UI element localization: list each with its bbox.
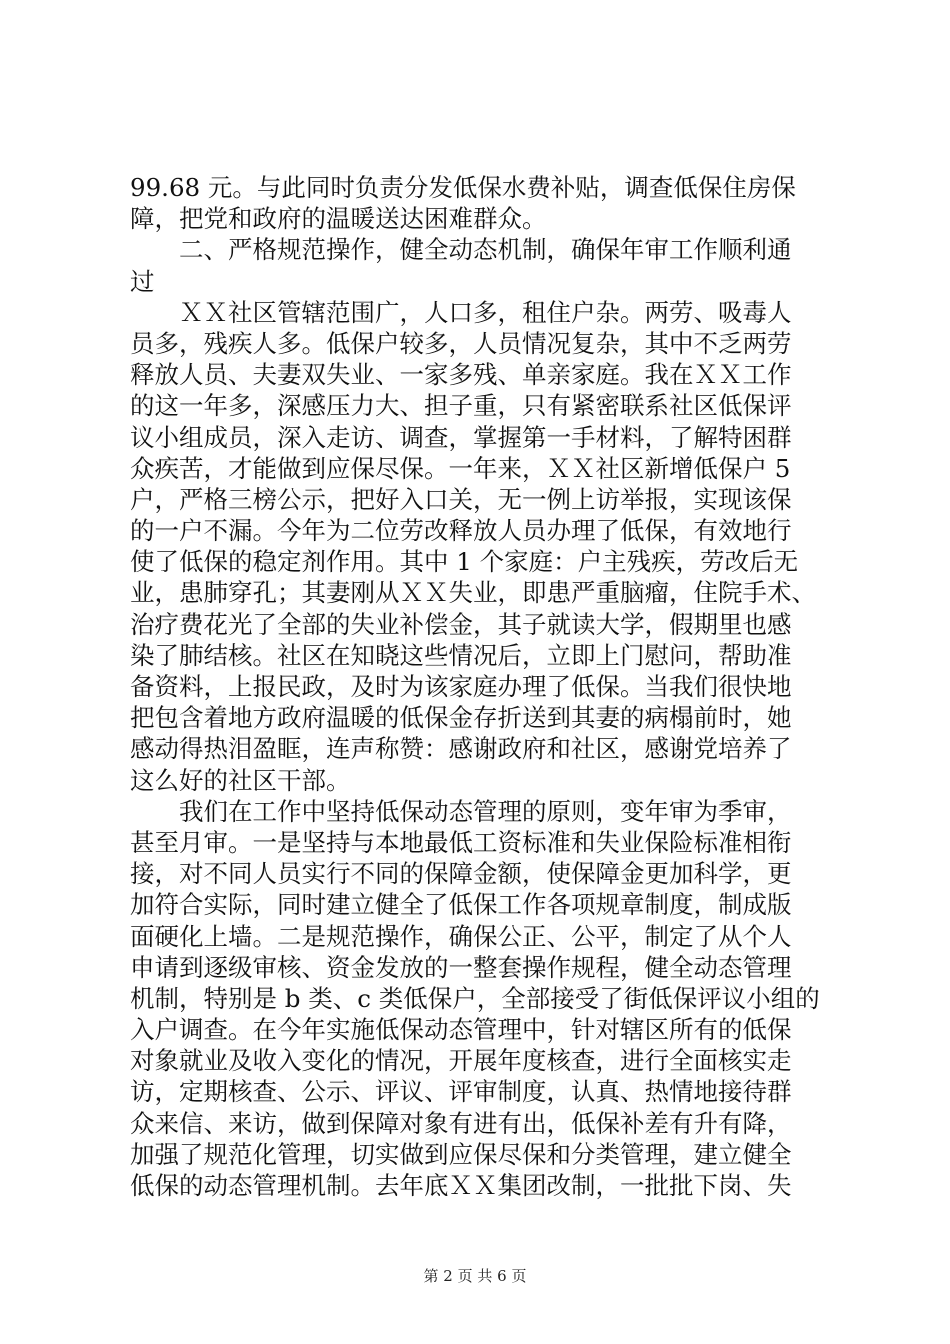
text-line: 甚至月审。一是坚持与本地最低工资标准和失业保险标准相衔 (130, 827, 792, 857)
text-line: 备资料，上报民政，及时为该家庭办理了低保。当我们很快地 (130, 672, 792, 701)
text-line: 把包含着地方政府温暖的低保金存折送到其妻的病榻前时，她 (130, 703, 792, 733)
text-line: 众来信、来访，做到保障对象有进有出，低保补差有升有降， (130, 1108, 792, 1138)
text-line: 的一户不漏。今年为二位劳改释放人员办理了低保，有效地行 (130, 516, 792, 546)
text-line: 户，严格三榜公示，把好入口关，无一例上访举报，实现该保 (130, 484, 792, 514)
text-line: 众疾苦，才能做到应保尽保。一年来，ＸＸ社区新增低保户 5 (130, 453, 791, 483)
text-line: 员多，残疾人多。低保户较多，人员情况复杂，其中不乏两劳 (130, 328, 792, 358)
text-line: 加符合实际，同时建立健全了低保工作各项规章制度，制成版 (130, 890, 792, 920)
text-line: 的这一年多，深感压力大、担子重，只有紧密联系社区低保评 (130, 391, 792, 421)
text-line: 申请到逐级审核、资金发放的一整套操作规程，健全动态管理 (130, 952, 792, 982)
text-line: ＸＸ社区管辖范围广，人口多，租住户杂。两劳、吸毒人 (130, 297, 792, 327)
document-body (130, 172, 830, 1201)
section-heading: 过 (130, 266, 155, 296)
text-line: 对象就业及收入变化的情况，开展年度核查，进行全面核实走 (130, 1046, 792, 1076)
text-line: 使了低保的稳定剂作用。其中 1 个家庭：户主残疾，劳改后无 (130, 547, 799, 577)
text-line: 机制，特别是 b 类、c 类低保户，全部接受了街低保评议小组的 (130, 983, 820, 1013)
text-line: 释放人员、夫妻双失业、一家多残、单亲家庭。我在ＸＸ工作 (130, 360, 792, 390)
text-line: 议小组成员，深入走访、调查，掌握第一手材料，了解特困群 (130, 422, 792, 452)
text-line: 我们在工作中坚持低保动态管理的原则，变年审为季审， (130, 796, 792, 826)
text-line: 业，患肺穿孔；其妻刚从ＸＸ失业，即患严重脑瘤，住院手术、 (130, 578, 816, 608)
section-heading: 二、严格规范操作，健全动态机制，确保年审工作顺利通 (130, 235, 792, 265)
text-line: 这么好的社区干部。 (130, 765, 351, 795)
text-line: 加强了规范化管理，切实做到应保尽保和分类管理，建立健全 (130, 1139, 792, 1169)
text-line: 治疗费花光了全部的失业补偿金，其子就读大学，假期里也感 (130, 609, 792, 639)
text-line: 访，定期核查、公示、评议、评审制度，认真、热情地接待群 (130, 1077, 792, 1107)
text-line: 面硬化上墙。二是规范操作，确保公正、公平，制定了从个人 (130, 921, 792, 951)
text-line: 感动得热泪盈眶，连声称赞：感谢政府和社区，感谢党培养了 (130, 734, 792, 764)
page-number-footer: 第 2 页 共 6 页 (423, 1267, 527, 1285)
text-line: 99.68 元。与此同时负责分发低保水费补贴，调查低保住房保 (130, 173, 796, 202)
text-line: 染了肺结核。社区在知晓这些情况后，立即上门慰问，帮助准 (130, 640, 792, 670)
text-line: 接，对不同人员实行不同的保障金额，使保障金更加科学，更 (130, 859, 792, 889)
text-line: 低保的动态管理机制。去年底ＸＸ集团改制，一批批下岗、失 (130, 1171, 792, 1200)
text-line: 障，把党和政府的温暖送达困难群众。 (130, 204, 547, 234)
text-line: 入户调查。在今年实施低保动态管理中，针对辖区所有的低保 (130, 1015, 792, 1045)
